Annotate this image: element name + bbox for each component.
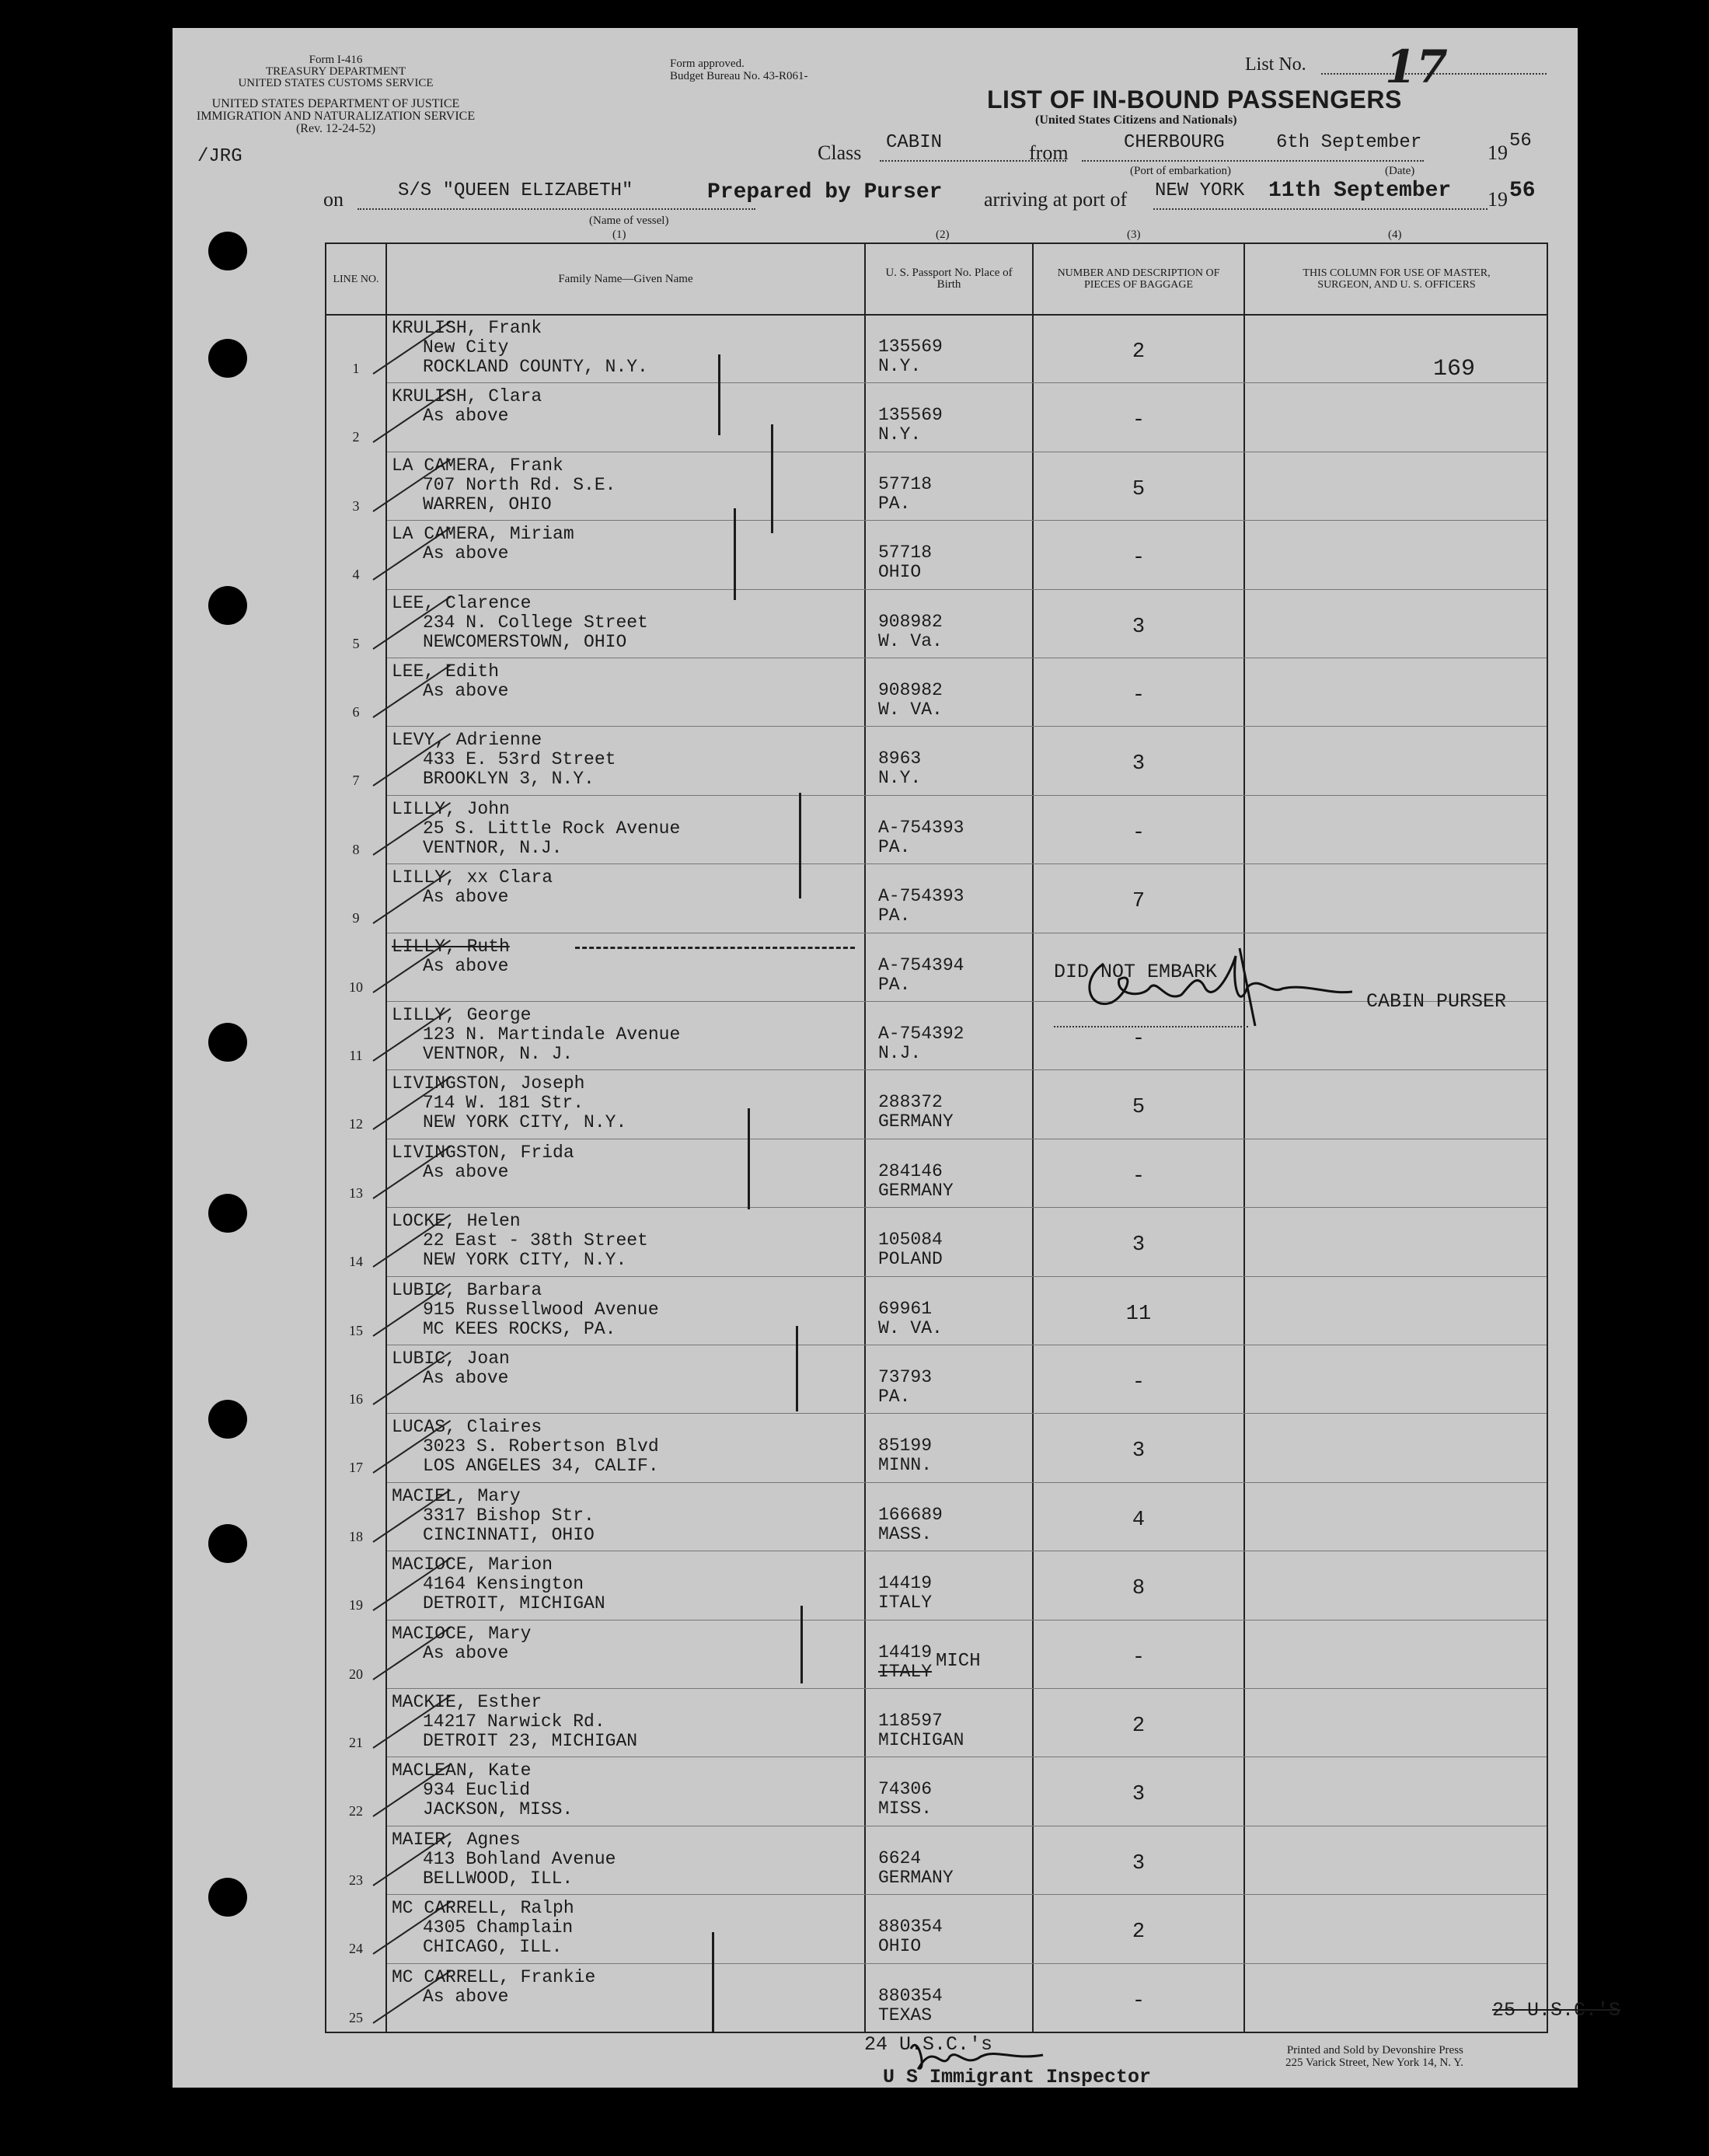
port-caption: (Port of embarkation)	[1130, 165, 1231, 177]
column-header-name: Family Name—Given Name	[558, 272, 693, 285]
place-of-birth: GERMANY	[878, 1181, 954, 1201]
passenger-name	[392, 662, 508, 701]
family-given-name: MACIOCE, Marion	[392, 1554, 553, 1575]
line-number: 12	[349, 1116, 363, 1132]
year-prefix-1: 19	[1488, 141, 1508, 164]
baggage-count: 2	[1132, 1921, 1146, 1944]
address-line: 915 Russellwood Avenue	[423, 1300, 659, 1320]
address-line: 413 Bohland Avenue	[423, 1849, 616, 1869]
address-line: As above	[423, 1643, 509, 1663]
place-of-birth: POLAND	[878, 1249, 943, 1269]
passenger-name	[392, 525, 574, 563]
place-of-birth: MISS.	[878, 1798, 933, 1819]
baggage-count: -	[1132, 1165, 1146, 1188]
address-line: BROOKLYN 3, N.Y.	[423, 769, 595, 789]
family-bracket	[771, 424, 773, 533]
column-header-line-no: LINE NO.	[333, 273, 379, 285]
arrival-date: 11th September	[1268, 179, 1452, 203]
prepared-by: Prepared by Purser	[707, 180, 943, 204]
family-given-name: MACKIE, Esther	[392, 1692, 542, 1712]
family-given-name: KRULISH, Clara	[392, 386, 542, 406]
address-line: 4164 Kensington	[423, 1574, 584, 1594]
year-suffix-2: 56	[1509, 179, 1536, 203]
passenger-name	[392, 1487, 595, 1545]
vessel-name: S/S "QUEEN ELIZABETH"	[398, 180, 633, 201]
line-number: 15	[349, 1323, 363, 1338]
passport-number: 8963	[878, 748, 922, 769]
passport-number: 135569	[878, 405, 943, 425]
passport-number: 118597	[878, 1711, 943, 1731]
family-given-name: LEE, Clarence	[392, 593, 532, 613]
punch-hole	[208, 232, 247, 270]
address-line: 714 W. 181 Str.	[423, 1093, 584, 1113]
passport-cell	[878, 818, 964, 857]
passenger-name	[392, 1968, 595, 2007]
list-no-label: List No.	[1245, 54, 1306, 75]
line-number: 5	[352, 636, 360, 651]
form-approval: Form approved. Budget Bureau No. 43-R061-	[670, 58, 808, 82]
line-number: 13	[349, 1185, 363, 1201]
line-number: 16	[349, 1391, 363, 1407]
family-given-name: LILLY, xx Clara	[392, 867, 553, 888]
form-identification: Form I-416 TREASURY DEPARTMENT UNITED STATES CUSTOMS SERVICE	[238, 54, 434, 89]
usc-count-struck: 25 U.S.C.'S	[1492, 1999, 1621, 2022]
line-number: 7	[352, 773, 360, 788]
baggage-count: -	[1132, 546, 1146, 570]
passport-cell	[878, 887, 964, 926]
place-of-birth: OHIO	[878, 1936, 922, 1956]
place-of-birth: OHIO	[878, 562, 922, 582]
address-line: 234 N. College Street	[423, 612, 648, 633]
punch-hole	[208, 1194, 247, 1233]
baggage-count: 2	[1132, 340, 1146, 364]
family-bracket	[799, 793, 801, 898]
family-given-name: LUCAS, Claires	[392, 1417, 542, 1437]
baggage-count: -	[1132, 409, 1146, 432]
date-caption: (Date)	[1385, 165, 1415, 177]
address-line: As above	[423, 1987, 509, 2007]
place-of-birth: W. Va.	[878, 631, 943, 651]
baggage-count: 3	[1132, 1439, 1146, 1463]
passport-number: A-754394	[878, 955, 964, 975]
baggage-count: 3	[1132, 1233, 1146, 1257]
passenger-name	[392, 1006, 680, 1064]
passport-number: 73793	[878, 1367, 933, 1387]
passport-number: A-754393	[878, 886, 964, 906]
passenger-name	[392, 319, 648, 377]
line-number: 18	[349, 1529, 363, 1544]
family-given-name: MC CARRELL, Ralph	[392, 1898, 574, 1918]
passport-number: 6624	[878, 1848, 922, 1868]
place-of-birth: PA.	[878, 494, 911, 514]
passenger-name	[392, 1555, 605, 1614]
address-line: New City	[423, 337, 509, 358]
family-given-name: LIVINGSTON, Frida	[392, 1143, 574, 1163]
address-line: WARREN, OHIO	[423, 494, 552, 515]
passenger-name	[392, 1143, 574, 1182]
address-line: DETROIT 23, MICHIGAN	[423, 1731, 638, 1751]
family-given-name: LUBIC, Barbara	[392, 1280, 542, 1300]
passenger-name	[392, 1281, 659, 1339]
embarkation-port: CHERBOURG	[1124, 132, 1225, 153]
address-line: DETROIT, MICHIGAN	[423, 1593, 605, 1614]
col-caption-4: (4)	[1388, 229, 1402, 241]
family-bracket	[800, 1606, 803, 1683]
place-of-birth: MICHIGAN	[878, 1730, 964, 1750]
passport-number: 85199	[878, 1436, 933, 1456]
line-number: 11	[349, 1048, 363, 1063]
baggage-count: 4	[1132, 1509, 1146, 1532]
place-of-birth: ITALY	[878, 1593, 933, 1613]
address-line: As above	[423, 956, 509, 976]
address-line: NEWCOMERSTOWN, OHIO	[423, 632, 627, 652]
address-line: LOS ANGELES 34, CALIF.	[423, 1456, 659, 1476]
passport-number: 57718	[878, 474, 933, 494]
line-number: 6	[352, 704, 360, 720]
clerk-initials: /JRG	[197, 146, 242, 167]
arriving-label: arriving at port of	[984, 188, 1128, 211]
baggage-count: -	[1132, 822, 1146, 845]
place-of-birth: N.J.	[878, 1043, 922, 1063]
passport-cell	[878, 1917, 943, 1956]
place-of-birth: PA.	[878, 837, 911, 857]
baggage-count: -	[1132, 684, 1146, 707]
family-bracket	[748, 1108, 750, 1209]
passport-number: 880354	[878, 1986, 943, 2006]
family-given-name: MAIER, Agnes	[392, 1830, 521, 1850]
line-number: 10	[349, 979, 363, 995]
punch-hole	[208, 1023, 247, 1062]
on-label: on	[323, 188, 344, 211]
address-line: 707 North Rd. S.E.	[423, 475, 616, 495]
issuing-agency: UNITED STATES DEPARTMENT OF JUSTICE IMMIGRATION AND NATURALIZATION SERVICE (Rev. 12-24-52)	[196, 97, 476, 135]
line-number: 20	[349, 1666, 363, 1682]
place-of-birth: TEXAS	[878, 2005, 933, 2025]
place-of-birth: MASS.	[878, 1524, 933, 1544]
passport-cell	[878, 475, 932, 514]
passport-cell	[878, 956, 964, 995]
column-header-passport: U. S. Passport No. Place of Birth	[885, 267, 1013, 291]
line-number: 23	[349, 1872, 363, 1888]
passenger-name	[392, 1624, 531, 1663]
col-caption-3: (3)	[1127, 229, 1141, 241]
line-number: 22	[349, 1803, 363, 1819]
baggage-count: 2	[1132, 1715, 1146, 1738]
line-number: 1	[352, 361, 360, 376]
passenger-name	[392, 594, 648, 652]
family-given-name: LILLY, Ruth	[392, 937, 510, 957]
family-given-name: LEVY, Adrienne	[392, 730, 542, 750]
passport-cell	[878, 337, 943, 376]
place-of-birth: N.Y.	[878, 356, 922, 376]
address-line: As above	[423, 681, 509, 701]
address-line: ROCKLAND COUNTY, N.Y.	[423, 357, 648, 377]
baggage-count: 3	[1132, 1852, 1146, 1875]
class-label: Class	[818, 141, 862, 164]
column-header-officers: THIS COLUMN FOR USE OF MASTER, SURGEON, AND U. S. OFFICERS	[1303, 267, 1491, 291]
strike-dashes	[575, 947, 855, 949]
passport-cell	[878, 1230, 943, 1269]
passport-cell	[878, 1436, 932, 1475]
line-number: 9	[352, 910, 360, 926]
baggage-count: -	[1132, 1646, 1146, 1669]
passport-cell	[878, 1574, 932, 1613]
passport-number: 105084	[878, 1230, 943, 1250]
passport-number: 166689	[878, 1505, 943, 1525]
passenger-name	[392, 731, 616, 789]
line-number: 24	[349, 1941, 363, 1956]
line-number: 17	[349, 1460, 363, 1475]
passenger-name	[392, 1761, 573, 1819]
family-bracket	[796, 1326, 798, 1411]
punch-hole	[208, 1878, 247, 1917]
family-given-name: LOCKE, Helen	[392, 1211, 521, 1231]
passport-number: 908982	[878, 612, 943, 632]
passport-number: 135569	[878, 337, 943, 357]
arrival-port: NEW YORK	[1155, 180, 1245, 201]
passport-cell	[878, 406, 943, 445]
family-bracket	[712, 1932, 714, 2033]
vessel-caption: (Name of vessel)	[589, 215, 669, 227]
line-number: 3	[352, 498, 360, 514]
place-of-birth: W. VA.	[878, 1318, 943, 1338]
address-line: MC KEES ROCKS, PA.	[423, 1319, 616, 1339]
place-of-birth: GERMANY	[878, 1868, 954, 1888]
passport-cell	[878, 1849, 954, 1888]
passport-cell	[878, 612, 943, 651]
passport-cell	[878, 1300, 943, 1338]
passport-number: A-754393	[878, 818, 964, 838]
address-line: 934 Euclid	[423, 1780, 531, 1800]
passenger-name	[392, 1830, 616, 1889]
baggage-count: -	[1132, 1371, 1146, 1394]
embarkation-date: 6th September	[1276, 132, 1422, 153]
address-line: As above	[423, 1368, 509, 1388]
family-given-name: KRULISH, Frank	[392, 318, 542, 338]
baggage-count: -	[1132, 1990, 1146, 2013]
baggage-count: 5	[1132, 478, 1146, 501]
address-line: As above	[423, 543, 509, 563]
address-line: VENTNOR, N. J.	[423, 1044, 574, 1064]
family-given-name: MACIEL, Mary	[392, 1486, 521, 1506]
family-given-name: LILLY, George	[392, 1005, 532, 1025]
passport-number: 57718	[878, 542, 933, 563]
line-number: 4	[352, 567, 360, 582]
manifest-page	[173, 28, 1621, 2088]
address-line: CINCINNATI, OHIO	[423, 1525, 595, 1545]
family-given-name: LUBIC, Joan	[392, 1348, 510, 1369]
place-of-birth: W. VA.	[878, 699, 943, 720]
place-of-birth: PA.	[878, 1387, 911, 1407]
passport-number: 14419	[878, 1573, 933, 1593]
passport-number: 880354	[878, 1917, 943, 1937]
family-given-name: MACLEAN, Kate	[392, 1760, 532, 1781]
mich-correction: MICH	[936, 1651, 981, 1672]
place-of-birth: N.Y.	[878, 768, 922, 788]
place-of-birth: PA.	[878, 905, 911, 926]
baggage-count: 8	[1132, 1577, 1146, 1600]
passport-cell	[878, 1162, 954, 1201]
place-of-birth: ITALY	[878, 1662, 933, 1682]
address-line: CHICAGO, ILL.	[423, 1937, 563, 1957]
family-bracket	[718, 354, 720, 435]
family-given-name: LA CAMERA, Frank	[392, 455, 563, 476]
passenger-name	[392, 1418, 659, 1476]
passport-cell	[878, 1987, 943, 2025]
place-of-birth: N.Y.	[878, 424, 922, 445]
passport-cell	[878, 1024, 964, 1063]
line-number: 19	[349, 1597, 363, 1613]
address-line: As above	[423, 406, 509, 426]
address-line: BELLWOOD, ILL.	[423, 1868, 574, 1889]
family-given-name: LILLY, John	[392, 799, 510, 819]
baggage-count: 7	[1132, 890, 1146, 913]
punch-hole	[208, 586, 247, 625]
passport-cell	[878, 1780, 932, 1819]
address-line: JACKSON, MISS.	[423, 1799, 574, 1819]
punch-hole	[208, 339, 247, 378]
line-number: 14	[349, 1254, 363, 1269]
baggage-count: 3	[1132, 1783, 1146, 1806]
address-line: VENTNOR, N.J.	[423, 838, 563, 858]
punch-hole	[208, 1400, 247, 1439]
family-given-name: LA CAMERA, Miriam	[392, 524, 574, 544]
passport-number: 908982	[878, 680, 943, 700]
passenger-name	[392, 1899, 574, 1957]
address-line: As above	[423, 887, 509, 907]
passport-cell	[878, 543, 932, 582]
passenger-name	[392, 1074, 626, 1132]
column-header-baggage: NUMBER AND DESCRIPTION OF PIECES OF BAGGAGE	[1057, 267, 1220, 291]
page-subtitle: (United States Citizens and Nationals)	[1035, 113, 1237, 127]
inspector-signature-line: U S Immigrant Inspector	[883, 2066, 1152, 2088]
col-caption-2: (2)	[936, 229, 950, 241]
address-line: 3023 S. Robertson Blvd	[423, 1436, 659, 1457]
line-number: 25	[349, 2010, 363, 2025]
baggage-count: -	[1132, 1027, 1146, 1051]
family-given-name: MACIOCE, Mary	[392, 1624, 532, 1644]
page-title: LIST OF IN-BOUND PASSENGERS	[987, 85, 1402, 113]
baggage-count: 3	[1132, 752, 1146, 776]
passport-cell	[878, 1093, 954, 1132]
place-of-birth: MINN.	[878, 1455, 933, 1475]
baggage-count: 11	[1125, 1303, 1152, 1326]
family-given-name: LIVINGSTON, Joseph	[392, 1073, 585, 1094]
passenger-name	[392, 937, 510, 976]
year-prefix-2: 19	[1488, 188, 1508, 211]
col-caption-1: (1)	[612, 229, 626, 241]
passenger-name	[392, 387, 542, 426]
address-line: 22 East - 38th Street	[423, 1230, 648, 1251]
passport-cell	[878, 681, 943, 720]
passport-number: 74306	[878, 1779, 933, 1799]
address-line: As above	[423, 1162, 509, 1182]
officer-number: 169	[1433, 356, 1476, 382]
address-line: 123 N. Martindale Avenue	[423, 1024, 681, 1045]
list-no-handwritten: 17	[1385, 40, 1448, 93]
line-number: 2	[352, 429, 360, 445]
passport-number: 69961	[878, 1299, 933, 1319]
passport-cell	[878, 749, 921, 788]
address-line: NEW YORK CITY, N.Y.	[423, 1112, 627, 1132]
purser-signature	[1072, 940, 1352, 1034]
passport-number: A-754392	[878, 1024, 964, 1044]
address-line: 14217 Narwick Rd.	[423, 1711, 605, 1732]
passenger-name	[392, 456, 616, 515]
passport-number: 288372	[878, 1092, 943, 1112]
family-given-name: LEE, Edith	[392, 661, 500, 682]
from-label: from	[1029, 141, 1069, 164]
address-line: 3317 Bishop Str.	[423, 1505, 595, 1526]
address-line: NEW YORK CITY, N.Y.	[423, 1250, 627, 1270]
place-of-birth: GERMANY	[878, 1111, 954, 1132]
address-line: 25 S. Little Rock Avenue	[423, 818, 681, 839]
address-line: 4305 Champlain	[423, 1917, 574, 1938]
cabin-purser-stamp: CABIN PURSER	[1366, 990, 1507, 1013]
passport-cell	[878, 1643, 932, 1682]
passenger-name	[392, 868, 553, 907]
passenger-name	[392, 1212, 648, 1270]
place-of-birth: PA.	[878, 975, 911, 995]
passport-cell	[878, 1505, 943, 1544]
passenger-table	[325, 242, 1621, 2033]
address-line: 433 E. 53rd Street	[423, 749, 616, 769]
passenger-name	[392, 1349, 510, 1388]
passenger-name	[392, 800, 680, 858]
class-value: CABIN	[886, 132, 943, 153]
passport-number: 284146	[878, 1161, 943, 1181]
passport-cell	[878, 1368, 932, 1407]
passenger-name	[392, 1693, 637, 1751]
family-bracket	[734, 508, 736, 600]
did-not-embark-stamp: DID NOT EMBARK	[1054, 961, 1218, 983]
usc-count: 24 U.S.C.'s	[864, 2033, 993, 2056]
passport-number: 14419	[878, 1642, 933, 1662]
passport-cell	[878, 1711, 964, 1750]
printer-credit: Printed and Sold by Devonshire Press 225 Varick Street, New York 14, N. Y.	[1285, 2044, 1463, 2069]
baggage-count: 5	[1132, 1096, 1146, 1119]
line-number: 21	[349, 1735, 363, 1750]
line-number: 8	[352, 842, 360, 857]
year-suffix-1: 56	[1509, 131, 1532, 152]
family-given-name: MC CARRELL, Frankie	[392, 1967, 596, 1987]
baggage-count: 3	[1132, 616, 1146, 639]
punch-hole	[208, 1524, 247, 1563]
